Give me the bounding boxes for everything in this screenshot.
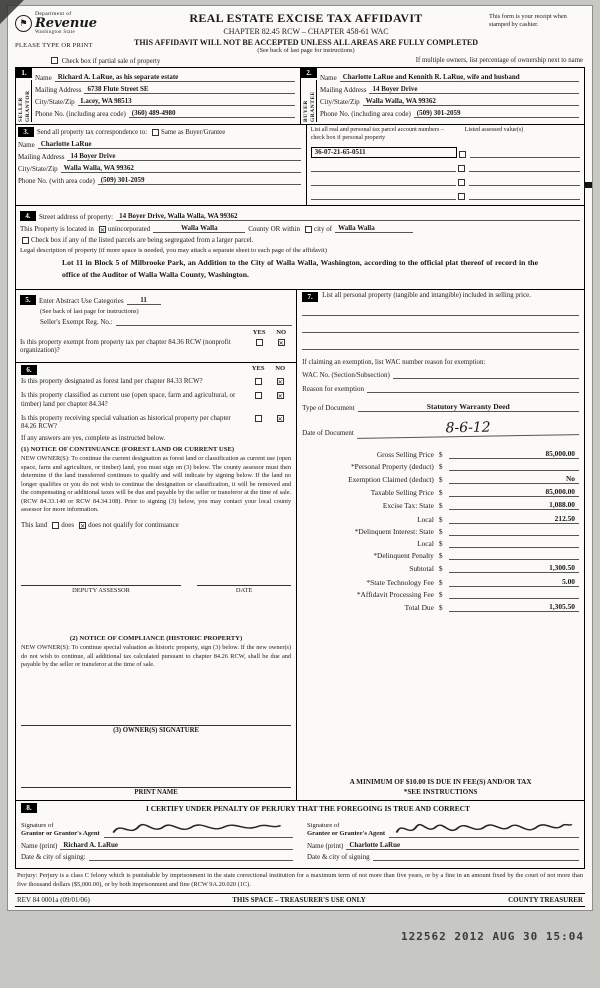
name-print-label: Name (print): [307, 842, 344, 851]
parcel-number-value[interactable]: [311, 191, 456, 200]
scan-artifact: [584, 182, 592, 188]
delinquent-interest-state-value[interactable]: [449, 527, 579, 536]
does-qualify-checkbox[interactable]: [52, 522, 59, 529]
parcel-number-value[interactable]: 36-07-21-65-0511: [311, 147, 457, 158]
seller-grantor-band: [17, 80, 32, 122]
same-as-buyer-label: Same as Buyer/Grantee: [161, 128, 226, 136]
exempt-reg-value[interactable]: [116, 318, 293, 326]
historic-no-checkbox[interactable]: ✕: [277, 415, 283, 423]
grantee-signature-line[interactable]: [389, 816, 579, 838]
scan-artifact: [0, 0, 24, 24]
personal-property-line[interactable]: [302, 322, 579, 333]
personal-property-line[interactable]: [302, 339, 579, 350]
money-row-label: *Affidavit Processing Fee: [356, 589, 434, 599]
no-header: NO: [275, 365, 286, 373]
section-buyer: [300, 68, 584, 124]
currency-symbol: $: [438, 514, 443, 524]
seller-name-value[interactable]: Richard A. LaRue, as his separate estate: [55, 73, 295, 82]
city-checkbox[interactable]: [305, 226, 312, 233]
assessed-values-header: Listed assessed value(s): [464, 127, 524, 133]
segregated-label: Check box if any of the listed parcels are being segregated from a larger parcel.: [31, 236, 254, 245]
personal-property-label: List all personal property (tangible and intangible) included in selling price.: [322, 292, 531, 300]
county-or-within-label: County OR within: [248, 225, 300, 234]
if-yes-note: If any answers are yes, complete as instructed below.: [21, 435, 166, 443]
assessed-value-line[interactable]: [469, 163, 580, 172]
deputy-date-line[interactable]: DATE: [197, 585, 291, 594]
legal-description-text[interactable]: Lot 11 in Block 5 of Milbrooke Park, an Addition to the City of Walla Walla, Washington, according to the official plat thereof of record in the office of the Auditor of Walla Walla County, Washington.: [62, 258, 538, 280]
forest-yes-checkbox[interactable]: [255, 378, 262, 385]
field-label: Name: [320, 74, 337, 82]
field-label: Mailing Address: [320, 86, 367, 94]
legal-description-label: Legal description of property (if more space is needed, you may attach a separate sheet to each page of the affidavit): [20, 247, 327, 255]
notice-compliance-title: (2) NOTICE OF COMPLIANCE (HISTORIC PROPERTY): [69, 635, 243, 643]
assessed-value-line[interactable]: [470, 149, 580, 158]
section-number: 5.: [20, 295, 36, 305]
see-back-note: (See back of last page for instructions): [257, 47, 355, 54]
section-number: 3.: [18, 127, 34, 137]
grantee-signature-block: [307, 816, 579, 864]
taxable-selling-price-value[interactable]: 85,000.00: [449, 487, 579, 497]
cashier-receipt-stamp: 122562 2012 AUG 30 15:04: [401, 930, 584, 943]
grantor-signature-line[interactable]: [104, 816, 293, 838]
parcel-row: [311, 177, 580, 186]
excise-tax-table: [302, 445, 579, 615]
abstract-use-value[interactable]: 11: [127, 296, 161, 305]
personal-property-checkbox[interactable]: [458, 179, 465, 186]
currency-symbol: $: [438, 475, 443, 485]
currency-symbol: $: [438, 564, 443, 574]
grantee-agent-label: Grantee or Grantee's Agent: [307, 830, 386, 838]
does-not-qualify-checkbox[interactable]: ✕: [80, 522, 86, 530]
current-use-no-checkbox[interactable]: ✕: [277, 393, 283, 401]
section-seller: [16, 68, 300, 124]
field-label: Phone No. (including area code): [35, 110, 126, 118]
historic-yes-checkbox[interactable]: [255, 415, 262, 422]
money-row-label: *Delinquent Interest: State: [354, 526, 434, 536]
currency-symbol: $: [438, 551, 443, 561]
field-label: Name: [35, 74, 52, 82]
forest-no-checkbox[interactable]: ✕: [277, 378, 283, 386]
excise-tax-state-value[interactable]: 1,088.00: [449, 500, 579, 510]
section-number: 1.: [16, 68, 32, 78]
field-label: Mailing Address: [35, 86, 82, 94]
currency-symbol: $: [438, 461, 443, 471]
does-label: does: [61, 520, 75, 529]
field-label: City/State/Zip: [35, 98, 75, 106]
assessed-value-line[interactable]: [469, 177, 580, 186]
receipt-note: This form is your receipt when stamped by cashier.: [489, 13, 567, 29]
exemption-note: If claiming an exemption, list WAC number reason for exemption:: [302, 359, 486, 367]
field-label: Phone No. (including area code): [320, 110, 411, 118]
multiple-owners-note: If multiple owners, list percentage of ownership next to name: [415, 57, 583, 64]
delinquent-interest-local-value[interactable]: [449, 539, 579, 548]
grantee-date-value[interactable]: [373, 853, 579, 861]
currency-symbol: $: [438, 526, 443, 536]
money-row-label: Subtotal: [409, 564, 434, 574]
buyer-phone-value[interactable]: (509) 301-2059: [414, 109, 579, 118]
grantee-name-value[interactable]: Charlotte LaRue: [346, 841, 579, 850]
grantor-signature: [108, 817, 288, 841]
partial-sale-label: Check box if partial sale of property: [61, 58, 161, 65]
chapter-line: CHAPTER 82.45 RCW – CHAPTER 458-61 WAC: [223, 27, 389, 36]
signature-of-label: Signature of: [307, 821, 340, 829]
same-as-buyer-checkbox[interactable]: [152, 129, 159, 136]
unincorporated-checkbox[interactable]: ✕: [99, 227, 105, 235]
form-footer: [15, 893, 585, 907]
historic-property-question: Is this property receiving special valuation as historical property per chapter 84.26 RCW?: [21, 414, 231, 431]
see-instructions-note: *SEE INSTRUCTIONS: [403, 788, 478, 797]
type-of-document-label: Type of Document: [302, 404, 355, 413]
field-label: City/State/Zip: [320, 98, 360, 106]
money-row-label: *State Technology Fee: [366, 577, 434, 587]
section-number: 4.: [20, 211, 36, 221]
wac-value[interactable]: [393, 371, 579, 379]
band-label: SELLER: [17, 97, 24, 122]
currency-symbol: $: [438, 488, 443, 498]
grantor-name-value[interactable]: Richard A. LaRue: [60, 841, 293, 850]
wac-label: WAC No. (Section/Subsection): [302, 371, 390, 380]
name-print-label: Name (print): [21, 842, 58, 851]
this-land-label: This land: [21, 520, 48, 529]
date-city-label: Date & city of signing: [307, 853, 370, 862]
partial-sale-option: [49, 57, 160, 65]
dept-of-label: Department of: [35, 11, 72, 17]
signature-of-label: Signature of: [21, 821, 54, 829]
notice-continuance-title: (1) NOTICE OF CONTINUANCE (FOREST LAND OR CURRENT USE): [21, 446, 235, 454]
partial-sale-checkbox[interactable]: [51, 57, 58, 64]
exempt-no-checkbox[interactable]: ✕: [278, 339, 284, 347]
parcel-row: [311, 163, 580, 172]
affidavit-form: [7, 5, 593, 911]
personal-property-line[interactable]: [302, 305, 579, 316]
date-of-document-label: Date of Document: [302, 429, 354, 438]
date-city-label: Date & city of signing:: [21, 853, 86, 862]
money-row-label: Taxable Selling Price: [370, 488, 434, 498]
grantee-signature: [393, 817, 573, 841]
seller-city-value[interactable]: Lacey, WA 98513: [78, 97, 295, 106]
revenue-logo: [15, 11, 123, 49]
form-title: REAL ESTATE EXCISE TAX AFFIDAVIT: [189, 11, 423, 25]
yes-header: YES: [252, 329, 266, 337]
exempt-question: Is this property exempt from property tax per chapter 84.36 RCW (nonprofit organization)?: [20, 338, 231, 355]
exemption-claimed-value[interactable]: No: [449, 474, 579, 484]
located-in-label: This Property is located in: [20, 225, 94, 234]
excise-tax-local-value[interactable]: 212.50: [449, 514, 579, 524]
revenue-wordmark: Revenue: [35, 16, 98, 31]
gross-selling-price-value[interactable]: 85,000.00: [449, 449, 579, 459]
print-name-line[interactable]: PRINT NAME: [21, 787, 291, 796]
money-row-label: Local: [417, 514, 434, 524]
delinquent-penalty-value[interactable]: [449, 551, 579, 560]
section-abstract-use: [16, 290, 296, 363]
section-tax-correspondence: [16, 124, 584, 205]
personal-property-checkbox[interactable]: [458, 193, 465, 200]
seller-mailing-value[interactable]: 6738 Flute Street SE: [84, 85, 295, 94]
notice-compliance-text: NEW OWNER(S): To continue special valuation as historic property, sign (3) below. If the new owner(s) do not wish to continue, all additional tax calculated pursuant to chapter 84.26 RCW, shall be due and payable by the seller or transferor at the time of sale.: [21, 644, 292, 669]
parcel-number-value[interactable]: [311, 163, 456, 172]
certify-statement: I CERTIFY UNDER PENALTY OF PERJURY THAT THE FOREGOING IS TRUE AND CORRECT: [146, 803, 470, 813]
section-certification: [16, 800, 584, 868]
currency-symbol: $: [438, 577, 443, 587]
reason-value[interactable]: [367, 385, 579, 393]
county-value[interactable]: Walla Walla: [153, 224, 245, 233]
deputy-assessor-signature-line[interactable]: DEPUTY ASSESSOR: [21, 585, 181, 594]
send-correspondence-label: Send all property tax correspondence to:: [37, 128, 148, 136]
exempt-yes-checkbox[interactable]: [256, 339, 263, 346]
band-label: GRANTEE: [309, 91, 316, 122]
section-number: 7.: [302, 292, 318, 302]
correspondence-mailing-value[interactable]: 14 Boyer Drive: [67, 152, 300, 161]
exempt-reg-label: Seller's Exempt Reg. No.:: [40, 318, 113, 327]
total-due-value[interactable]: 1,305.50: [449, 602, 579, 612]
washington-state-label: Washington State: [35, 30, 75, 35]
correspondence-phone-value[interactable]: (509) 301-2059: [98, 176, 301, 185]
grantor-agent-label: Grantor or Grantor's Agent: [21, 830, 100, 838]
section-number: 6.: [21, 365, 37, 375]
personal-property-deduct-value[interactable]: [449, 462, 579, 471]
money-row-label: *Personal Property (deduct): [350, 461, 434, 471]
correspondence-name-value[interactable]: Charlotte LaRue: [38, 140, 301, 149]
owners-signature-line[interactable]: (3) OWNER(S) SIGNATURE: [21, 725, 291, 734]
currency-symbol: $: [438, 538, 443, 548]
grantor-signature-block: [21, 816, 293, 864]
buyer-grantee-band: [302, 80, 317, 122]
band-label: GRANTOR: [24, 90, 31, 122]
field-label: Phone No. (with area code): [18, 177, 95, 185]
street-address-label: Street address of property:: [39, 213, 114, 222]
state-flag-icon: ⚑: [15, 15, 32, 32]
affidavit-processing-fee-value[interactable]: [449, 590, 579, 599]
buyer-name-value[interactable]: Charlotte LaRue and Kennith R. LaRue, wife and husband: [340, 73, 579, 82]
personal-property-checkbox[interactable]: [458, 165, 465, 172]
reason-label: Reason for exemption: [302, 385, 364, 394]
street-address-value[interactable]: 14 Boyer Drive, Walla Walla, WA 99362: [116, 212, 580, 221]
parcel-numbers-header: List all real and personal tax parcel account numbers – check box if personal property: [310, 127, 444, 141]
field-label: Mailing Address: [18, 153, 65, 161]
parcel-number-value[interactable]: [311, 177, 456, 186]
field-label: Name: [18, 141, 35, 149]
band-label: BUYER: [302, 100, 309, 122]
treasurer-space-label: THIS SPACE – TREASURER'S USE ONLY: [232, 896, 366, 904]
money-row-label: Exemption Claimed (deduct): [348, 475, 434, 485]
parcel-row: [311, 191, 580, 200]
no-header: NO: [276, 329, 287, 337]
assessed-value-line[interactable]: [469, 191, 580, 200]
grantor-date-value[interactable]: [89, 853, 293, 861]
forest-land-question: Is this property designated as forest land per chapter 84.33 RCW?: [21, 377, 203, 385]
buyer-mailing-value[interactable]: 14 Boyer Drive: [369, 85, 579, 94]
current-use-yes-checkbox[interactable]: [255, 392, 262, 399]
form-header: [15, 11, 585, 54]
money-row-label: Total Due: [404, 602, 434, 612]
city-value[interactable]: Walla Walla: [335, 224, 413, 233]
form-revision-number: REV 84 0001a (09/01/06): [17, 896, 90, 904]
section-number: 2.: [301, 68, 317, 78]
type-of-document-value[interactable]: Statutory Warranty Deed: [358, 402, 579, 412]
currency-symbol: $: [438, 449, 443, 459]
money-row-label: Gross Selling Price: [376, 449, 434, 459]
subtotal-value[interactable]: 1,300.50: [449, 563, 579, 573]
segregated-checkbox[interactable]: [22, 237, 29, 244]
notice-continuance-text: NEW OWNER(S): To continue the current designation as forest land or classification as current use (open space, farm and agriculture, or timber) land, you must sign on (3) below. The county assessor must then determine if the land transferred continues to qualify and will indicate by signing below. If the land no longer qualifies or you do not wish to continue the designation or classification, it will be removed and the compensating or additional taxes will be due and payable by the seller or transferor at the time of sale. (RCW 84.33.140 or RCW 84.34.108). Prior to signing (3) below, you may contact your local county assessor for more information.: [21, 455, 292, 514]
currency-symbol: $: [438, 589, 443, 599]
currency-symbol: $: [438, 602, 443, 612]
unincorporated-label: unincorporated: [107, 225, 151, 234]
section-selling-price: [297, 290, 584, 800]
money-row-label: Local: [417, 538, 434, 548]
minimum-fee-note: A MINIMUM OF $10.00 IS DUE IN FEE(S) AND/OR TAX: [349, 778, 532, 787]
parcel-row: [311, 147, 580, 158]
currency-symbol: $: [438, 501, 443, 511]
perjury-notice: Perjury: Perjury is a class C felony which is punishable by imprisonment in the state correctional institution for a maximum term of not more than five years, or by a fine in an amount fixed by the court of not more than five thousand dollars ($5,000.00), or by both imprisonment and fine (RCW 9A.20.020 (1C).: [17, 872, 583, 888]
buyer-city-value[interactable]: Walla Walla, WA 99362: [363, 97, 579, 106]
money-row-label: *Delinquent Penalty: [373, 551, 434, 561]
abstract-use-label: Enter Abstract Use Categories: [39, 297, 124, 306]
does-not-label: does not qualify for continuance: [88, 520, 179, 529]
current-use-question: Is this property classified as current use (open space, farm and agricultural, or timber) land per chapter 84.34?: [21, 392, 236, 409]
please-type-label: PLEASE TYPE OR PRINT: [15, 42, 93, 49]
section-property-location: [16, 205, 584, 289]
county-treasurer-label: COUNTY TREASURER: [508, 896, 583, 904]
section-number: 8.: [21, 803, 37, 813]
yes-header: YES: [251, 365, 265, 373]
correspondence-city-value[interactable]: Walla Walla, WA 99362: [61, 164, 301, 173]
personal-property-checkbox[interactable]: [459, 151, 466, 158]
city-of-label: city of: [314, 225, 333, 234]
seller-phone-value[interactable]: (360) 489-4980: [129, 109, 295, 118]
state-technology-fee-value[interactable]: 5.00: [449, 577, 579, 587]
date-of-document-value[interactable]: 8-6-12: [357, 419, 579, 439]
field-label: City/State/Zip: [18, 165, 58, 173]
warning-line: THIS AFFIDAVIT WILL NOT BE ACCEPTED UNLESS ALL AREAS ARE FULLY COMPLETED: [133, 38, 479, 47]
money-row-label: Excise Tax: State: [382, 501, 434, 511]
section-land-designation: [16, 363, 296, 800]
see-back-note: (See back of last page for instructions): [40, 308, 139, 316]
